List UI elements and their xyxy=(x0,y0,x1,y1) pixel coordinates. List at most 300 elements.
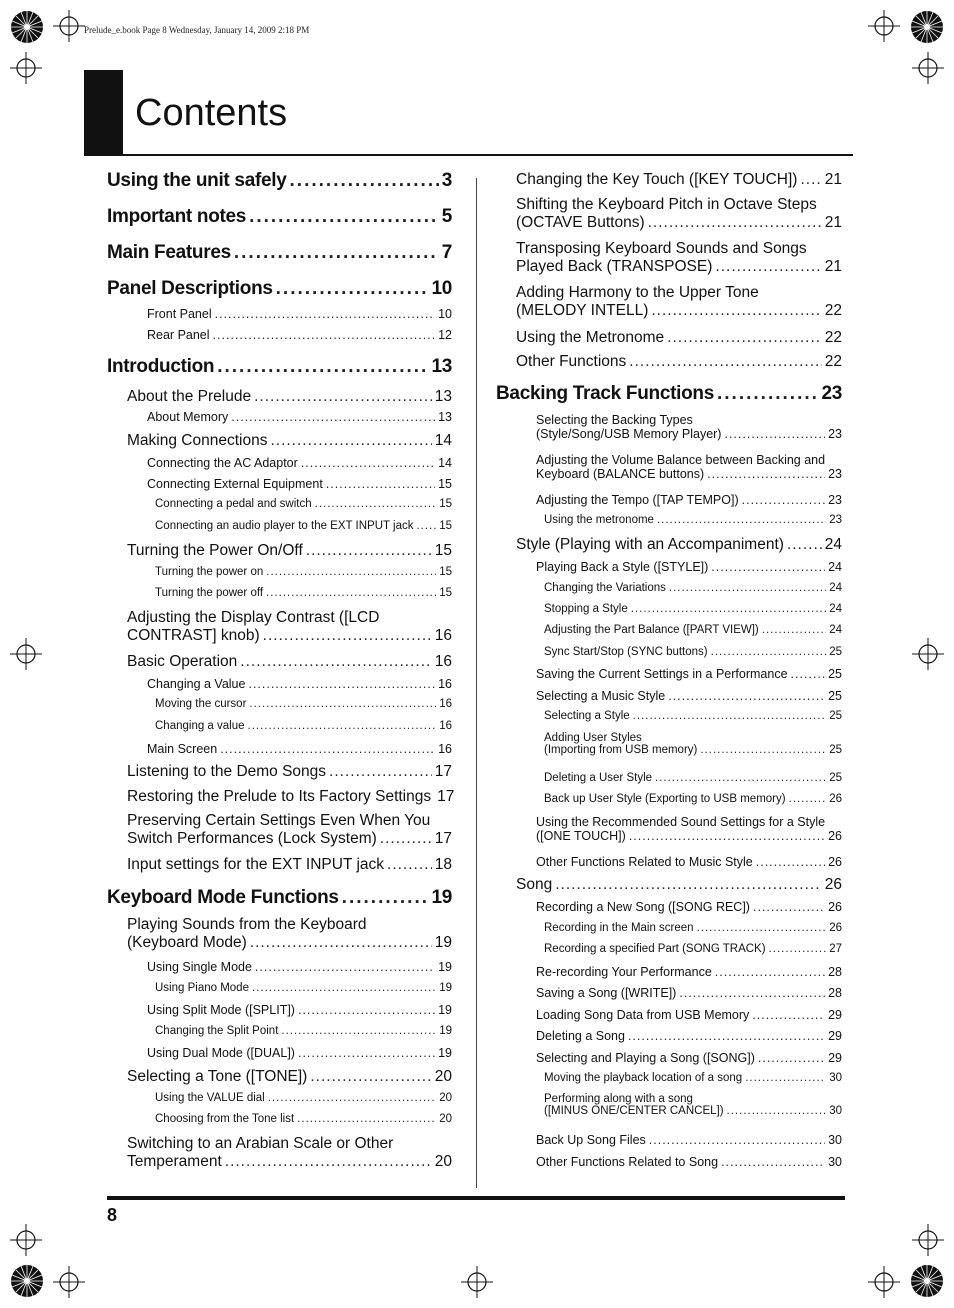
toc-page-number: 17 xyxy=(437,788,455,805)
toc-entry-title-cont: (Importing from USB memory) xyxy=(544,744,698,756)
registration-mark-icon xyxy=(912,638,944,670)
toc-page-number: 28 xyxy=(828,986,842,1000)
toc-entry xyxy=(536,1133,842,1147)
toc-leader-dots xyxy=(298,1046,435,1060)
toc-page-number: 25 xyxy=(829,744,842,756)
toc-entry-title: Main Screen xyxy=(147,742,218,756)
toc-page-number: 25 xyxy=(828,689,842,703)
toc-entry-title: Using Single Mode xyxy=(147,960,252,974)
toc-entry xyxy=(536,900,842,914)
toc-entry-title: Saving a Song ([WRITE]) xyxy=(536,986,677,1000)
toc-entry-title: Selecting a Music Style xyxy=(536,689,666,703)
toc-page-number: 22 xyxy=(824,302,842,319)
toc-entry xyxy=(536,453,842,481)
toc-entry xyxy=(544,582,842,594)
toc-entry xyxy=(155,520,452,532)
toc-leader-dots xyxy=(787,536,822,554)
toc-leader-dots xyxy=(213,328,436,342)
toc-leader-dots xyxy=(225,1153,432,1171)
toc-page-number: 26 xyxy=(829,922,842,934)
toc-leader-dots xyxy=(270,432,431,450)
toc-leader-dots xyxy=(220,742,435,756)
toc-entry-title: Sync Start/Stop (SYNC buttons) xyxy=(544,646,708,658)
toc-entry-title: Adjusting the Part Balance ([PART VIEW]) xyxy=(544,624,759,636)
toc-entry-title: Using the Recommended Sound Settings for a Style xyxy=(536,815,826,829)
toc-leader-dots xyxy=(290,170,439,192)
toc-entry-title: Changing the Split Point xyxy=(155,1025,279,1037)
toc-page-number: 3 xyxy=(441,170,452,191)
toc-leader-dots xyxy=(310,1068,431,1086)
toc-entry xyxy=(516,240,842,276)
toc-leader-dots xyxy=(628,1029,825,1043)
toc-entry-title: Selecting a Tone ([TONE]) xyxy=(127,1068,308,1085)
toc-leader-dots xyxy=(753,900,825,914)
toc-leader-dots xyxy=(629,353,821,371)
toc-entry-title: Main Features xyxy=(107,242,231,263)
toc-entry-title: Rear Panel xyxy=(147,328,210,342)
toc-entry xyxy=(155,1092,452,1104)
toc-entry xyxy=(544,772,842,784)
toc-page-number: 25 xyxy=(828,667,842,681)
toc-leader-dots xyxy=(648,214,822,232)
toc-page-number: 21 xyxy=(824,214,842,231)
toc-entry-title: Shifting the Keyboard Pitch in Octave Steps xyxy=(516,196,817,213)
toc-entry-title: Restoring the Prelude to Its Factory Settings xyxy=(127,788,432,805)
toc-leader-dots xyxy=(724,427,825,441)
toc-entry xyxy=(127,812,452,848)
sunburst-target-icon xyxy=(10,1264,44,1298)
page-number: 8 xyxy=(107,1205,118,1225)
toc-entry xyxy=(155,587,452,599)
toc-page-number: 13 xyxy=(434,388,452,405)
file-header-meta: Prelude_e.book Page 8 Wednesday, January 14, 2009 2:18 PM xyxy=(84,25,310,35)
toc-entry xyxy=(127,432,452,450)
toc-entry xyxy=(536,1008,842,1022)
toc-entry-title: Connecting the AC Adaptor xyxy=(147,456,298,470)
toc-page-number: 7 xyxy=(441,242,452,263)
toc-entry xyxy=(147,456,452,470)
toc-page-number: 19 xyxy=(439,1025,452,1037)
toc-page-number: 12 xyxy=(438,328,452,342)
toc-leader-dots xyxy=(769,943,827,955)
toc-page-number: 22 xyxy=(824,353,842,370)
toc-leader-dots xyxy=(657,514,826,526)
toc-entry xyxy=(127,388,452,406)
toc-entry xyxy=(536,986,842,1000)
toc-page-number: 5 xyxy=(441,206,452,227)
toc-page-number: 20 xyxy=(439,1113,452,1125)
toc-entry-title: Changing the Key Touch ([KEY TOUCH]) xyxy=(516,171,798,188)
toc-page-number: 14 xyxy=(438,456,452,470)
toc-page-number: 25 xyxy=(829,646,842,658)
toc-entry xyxy=(107,887,452,909)
toc-entry-title: Changing a Value xyxy=(147,677,246,691)
toc-leader-dots xyxy=(306,542,432,560)
toc-entry xyxy=(107,170,452,192)
toc-entry-title-cont: (Keyboard Mode) xyxy=(127,934,247,951)
toc-entry xyxy=(536,689,842,703)
toc-entry-title: Stopping a Style xyxy=(544,603,628,615)
toc-leader-dots xyxy=(234,242,439,264)
toc-entry xyxy=(127,763,452,781)
toc-page-number: 16 xyxy=(439,698,452,710)
toc-entry-title: Using Piano Mode xyxy=(155,982,249,994)
toc-entry-title: Backing Track Functions xyxy=(496,383,714,404)
toc-entry-title: Other Functions Related to Song xyxy=(536,1155,719,1169)
toc-leader-dots xyxy=(248,677,435,691)
toc-entry xyxy=(536,1155,842,1169)
toc-entry-title: Connecting External Equipment xyxy=(147,477,323,491)
toc-entry xyxy=(516,329,842,347)
toc-entry xyxy=(536,1051,842,1065)
toc-entry-title: Changing the Variations xyxy=(544,582,666,594)
toc-entry-title: About the Prelude xyxy=(127,388,252,405)
registration-mark-icon xyxy=(868,1266,900,1298)
page-title: Contents xyxy=(135,92,288,134)
toc-entry-title: Listening to the Demo Songs xyxy=(127,763,327,780)
toc-entry-title-cont: (OCTAVE Buttons) xyxy=(516,214,645,231)
toc-entry-title: Using the unit safely xyxy=(107,170,287,191)
toc-leader-dots xyxy=(315,498,437,510)
registration-mark-icon xyxy=(10,1224,42,1256)
toc-leader-dots xyxy=(756,855,825,869)
toc-page-number: 19 xyxy=(438,1003,452,1017)
toc-page-number: 24 xyxy=(829,624,842,636)
toc-entry-title: Using Dual Mode ([DUAL]) xyxy=(147,1046,295,1060)
toc-leader-dots xyxy=(217,356,428,378)
toc-page-number: 16 xyxy=(439,720,452,732)
toc-page-number: 17 xyxy=(434,763,452,780)
toc-entry-title: Adding User Styles xyxy=(544,732,642,744)
toc-leader-dots xyxy=(252,982,436,994)
toc-page-number: 25 xyxy=(829,710,842,722)
registration-mark-icon xyxy=(868,10,900,42)
toc-page-number: 17 xyxy=(434,830,452,847)
toc-entry-title: Playing Sounds from the Keyboard xyxy=(127,916,367,933)
toc-page-number: 20 xyxy=(434,1068,452,1085)
toc-entry xyxy=(516,284,842,320)
toc-leader-dots xyxy=(679,986,825,1000)
toc-entry xyxy=(544,603,842,615)
toc-entry xyxy=(127,653,452,671)
toc-entry xyxy=(155,498,452,510)
toc-entry-title: Making Connections xyxy=(127,432,268,449)
toc-entry-title: Recording a New Song ([SONG REC]) xyxy=(536,900,750,914)
toc-entry-title-cont: ([ONE TOUCH]) xyxy=(536,829,626,843)
toc-page-number: 27 xyxy=(829,943,842,955)
toc-entry-title: Moving the playback location of a song xyxy=(544,1072,743,1084)
toc-entry-title: Important notes xyxy=(107,206,247,227)
toc-entry xyxy=(127,1135,452,1171)
toc-entry xyxy=(536,667,842,681)
toc-entry-title: Turning the Power On/Off xyxy=(127,542,303,559)
registration-mark-icon xyxy=(10,638,42,670)
toc-entry-title: Introduction xyxy=(107,356,215,377)
toc-leader-dots xyxy=(655,772,826,784)
toc-page-number: 30 xyxy=(829,1105,842,1117)
toc-entry-title: Deleting a Song xyxy=(536,1029,625,1043)
toc-entry xyxy=(155,1113,452,1125)
toc-page-number: 21 xyxy=(824,171,842,188)
toc-page-number: 15 xyxy=(439,587,452,599)
toc-entry-title: Adjusting the Display Contrast ([LCD xyxy=(127,609,380,626)
toc-entry-title: Back Up Song Files xyxy=(536,1133,646,1147)
toc-page-number: 25 xyxy=(829,772,842,784)
toc-leader-dots xyxy=(248,720,437,732)
toc-leader-dots xyxy=(721,1155,825,1169)
toc-page-number: 26 xyxy=(829,793,842,805)
toc-page-number: 18 xyxy=(434,856,452,873)
registration-mark-icon xyxy=(53,10,85,42)
toc-entry-title: Recording in the Main screen xyxy=(544,922,694,934)
toc-entry xyxy=(127,788,455,806)
toc-entry-title: Re-recording Your Performance xyxy=(536,965,712,979)
toc-entry xyxy=(155,566,452,578)
toc-page-number: 16 xyxy=(434,627,452,644)
toc-leader-dots xyxy=(387,856,432,874)
toc-page-number: 24 xyxy=(824,536,842,553)
toc-leader-dots xyxy=(263,627,432,645)
toc-entry-title: Using the Metronome xyxy=(516,329,665,346)
toc-entry xyxy=(496,383,842,405)
toc-entry-title: Input settings for the EXT INPUT jack xyxy=(127,856,385,873)
toc-entry xyxy=(544,922,842,934)
toc-entry-title-cont: Keyboard (BALANCE buttons) xyxy=(536,467,705,481)
toc-leader-dots xyxy=(266,566,436,578)
toc-leader-dots xyxy=(715,258,821,276)
toc-leader-dots xyxy=(752,1008,825,1022)
toc-entry xyxy=(155,720,452,732)
toc-leader-dots xyxy=(255,960,435,974)
toc-page-number: 24 xyxy=(829,603,842,615)
toc-entry xyxy=(516,536,842,554)
toc-page-number: 29 xyxy=(828,1008,842,1022)
toc-entry xyxy=(147,307,452,321)
toc-entry-title: Moving the cursor xyxy=(155,698,247,710)
toc-leader-dots xyxy=(697,922,827,934)
toc-entry-title: Connecting a pedal and switch xyxy=(155,498,312,510)
toc-page-number: 14 xyxy=(434,432,452,449)
toc-entry-title: Style (Playing with an Accompaniment) xyxy=(516,536,784,553)
toc-entry xyxy=(155,1025,452,1037)
toc-page-number: 19 xyxy=(434,934,452,951)
toc-leader-dots xyxy=(742,493,825,507)
toc-leader-dots xyxy=(297,1113,436,1125)
toc-page-number: 24 xyxy=(828,560,842,574)
toc-leader-dots xyxy=(651,302,821,320)
toc-leader-dots xyxy=(250,934,432,952)
toc-entry xyxy=(516,196,842,232)
toc-entry-title: Using the metronome xyxy=(544,514,654,526)
toc-entry-title: Turning the power on xyxy=(155,566,264,578)
toc-entry xyxy=(127,916,452,952)
toc-entry xyxy=(536,413,842,441)
toc-entry-title-cont: (Style/Song/USB Memory Player) xyxy=(536,427,722,441)
toc-entry xyxy=(147,677,452,691)
toc-entry-title-cont: Temperament xyxy=(127,1153,222,1170)
toc-entry xyxy=(516,171,842,189)
toc-page-number: 29 xyxy=(828,1029,842,1043)
toc-leader-dots xyxy=(700,744,826,756)
toc-entry-title: Playing Back a Style ([STYLE]) xyxy=(536,560,709,574)
toc-entry-title: Adjusting the Volume Balance between Backing and xyxy=(536,453,826,467)
toc-entry-title: Other Functions Related to Music Style xyxy=(536,855,753,869)
toc-leader-dots xyxy=(711,560,825,574)
toc-page-number: 15 xyxy=(439,520,452,532)
toc-entry xyxy=(147,742,452,756)
toc-entry-title: Song xyxy=(516,876,553,893)
toc-leader-dots xyxy=(342,887,429,909)
toc-entry-title: Preserving Certain Settings Even When You xyxy=(127,812,431,829)
toc-page-number: 26 xyxy=(828,900,842,914)
toc-entry xyxy=(127,1068,452,1086)
toc-entry xyxy=(155,982,452,994)
toc-entry-title: Deleting a User Style xyxy=(544,772,653,784)
toc-entry-title-cont: Played Back (TRANSPOSE) xyxy=(516,258,713,275)
toc-entry xyxy=(536,965,842,979)
toc-leader-dots xyxy=(633,710,827,722)
toc-entry-title: Changing a value xyxy=(155,720,245,732)
toc-leader-dots xyxy=(254,388,432,406)
toc-entry-title: Other Functions xyxy=(516,353,627,370)
toc-leader-dots xyxy=(281,1025,436,1037)
toc-leader-dots xyxy=(789,793,827,805)
toc-entry xyxy=(147,477,452,491)
toc-leader-dots xyxy=(791,667,826,681)
toc-page-number: 30 xyxy=(829,1072,842,1084)
toc-page-number: 23 xyxy=(829,514,842,526)
toc-entry xyxy=(544,943,842,955)
toc-leader-dots xyxy=(380,830,432,848)
toc-page-number: 23 xyxy=(828,427,842,441)
toc-entry-title: Adjusting the Tempo ([TAP TEMPO]) xyxy=(536,493,739,507)
registration-mark-icon xyxy=(53,1266,85,1298)
toc-leader-dots xyxy=(555,876,822,894)
toc-page-number: 30 xyxy=(828,1155,842,1169)
toc-page-number: 19 xyxy=(439,982,452,994)
toc-entry xyxy=(536,1029,842,1043)
toc-page-number: 16 xyxy=(434,653,452,670)
toc-leader-dots xyxy=(717,383,818,405)
toc-entry xyxy=(536,815,842,843)
registration-mark-icon xyxy=(912,52,944,84)
toc-page-number: 23 xyxy=(821,383,842,404)
toc-leader-dots xyxy=(800,171,821,189)
toc-entry xyxy=(107,356,452,378)
toc-entry xyxy=(107,278,452,300)
toc-leader-dots xyxy=(326,477,435,491)
toc-page-number: 20 xyxy=(439,1092,452,1104)
sunburst-target-icon xyxy=(910,1264,944,1298)
toc-entry xyxy=(544,710,842,722)
toc-entry-title: Performing along with a song xyxy=(544,1093,693,1105)
toc-leader-dots xyxy=(667,329,822,347)
toc-entry-title-cont: CONTRAST] knob) xyxy=(127,627,260,644)
toc-leader-dots xyxy=(727,1105,827,1117)
toc-entry-title: Saving the Current Settings in a Performance xyxy=(536,667,788,681)
toc-page-number: 10 xyxy=(438,307,452,321)
toc-page-number: 15 xyxy=(434,542,452,559)
toc-entry xyxy=(147,960,452,974)
toc-page-number: 28 xyxy=(828,965,842,979)
toc-entry xyxy=(544,1093,842,1117)
registration-mark-icon xyxy=(10,52,42,84)
registration-mark-icon xyxy=(461,1266,493,1298)
toc-entry-title: About Memory xyxy=(147,410,229,424)
registration-mark-icon xyxy=(912,1224,944,1256)
toc-entry-title: Recording a specified Part (SONG TRACK) xyxy=(544,943,766,955)
toc-entry-title: Using the VALUE dial xyxy=(155,1092,265,1104)
toc-entry-title: Basic Operation xyxy=(127,653,238,670)
toc-page-number: 15 xyxy=(439,498,452,510)
toc-entry xyxy=(544,1072,842,1084)
toc-entry-title: Panel Descriptions xyxy=(107,278,273,299)
toc-entry xyxy=(147,1046,452,1060)
toc-entry-title: Selecting the Backing Types xyxy=(536,413,693,427)
toc-leader-dots xyxy=(298,1003,435,1017)
toc-page-number: 16 xyxy=(438,742,452,756)
toc-leader-dots xyxy=(215,307,435,321)
toc-leader-dots xyxy=(669,582,826,594)
toc-leader-dots xyxy=(249,206,439,228)
toc-entry-title: Connecting an audio player to the EXT INPUT jack xyxy=(155,520,414,532)
sunburst-target-icon xyxy=(910,10,944,44)
toc-entry xyxy=(107,206,452,228)
toc-leader-dots xyxy=(416,520,436,532)
toc-entry xyxy=(544,514,842,526)
toc-entry-title: Switching to an Arabian Scale or Other xyxy=(127,1135,394,1152)
toc-entry xyxy=(155,698,452,710)
toc-entry-title: Selecting and Playing a Song ([SONG]) xyxy=(536,1051,755,1065)
toc-entry xyxy=(147,328,452,342)
toc-leader-dots xyxy=(715,965,825,979)
toc-entry xyxy=(127,856,452,874)
toc-leader-dots xyxy=(329,763,432,781)
toc-entry xyxy=(544,793,842,805)
toc-entry xyxy=(536,560,842,574)
toc-page-number: 15 xyxy=(439,566,452,578)
toc-entry-title: Adding Harmony to the Upper Tone xyxy=(516,284,759,301)
toc-leader-dots xyxy=(268,1092,436,1104)
toc-leader-dots xyxy=(276,278,429,300)
toc-entry-title-cont: (MELODY INTELL) xyxy=(516,302,649,319)
toc-page-number: 26 xyxy=(828,829,842,843)
toc-page-number: 21 xyxy=(824,258,842,275)
toc-page-number: 23 xyxy=(828,493,842,507)
toc-entry-title-cont: Switch Performances (Lock System) xyxy=(127,830,377,847)
toc-entry-title: Back up User Style (Exporting to USB memory) xyxy=(544,793,786,805)
toc-entry xyxy=(544,732,842,756)
toc-entry xyxy=(127,542,452,560)
toc-entry-title: Front Panel xyxy=(147,307,212,321)
toc-entry-title: Choosing from the Tone list xyxy=(155,1113,295,1125)
toc-page-number: 10 xyxy=(431,278,452,299)
toc-entry-title-cont: ([MINUS ONE/CENTER CANCEL]) xyxy=(544,1105,724,1117)
toc-page-number: 15 xyxy=(438,477,452,491)
toc-leader-dots xyxy=(240,653,431,671)
toc-leader-dots xyxy=(745,1072,826,1084)
toc-page-number: 20 xyxy=(434,1153,452,1170)
toc-page-number: 24 xyxy=(829,582,842,594)
toc-entry xyxy=(516,876,842,894)
toc-leader-dots xyxy=(758,1051,825,1065)
toc-page-number: 23 xyxy=(828,467,842,481)
sunburst-target-icon xyxy=(10,10,44,44)
toc-entry-title: Keyboard Mode Functions xyxy=(107,887,339,908)
toc-leader-dots xyxy=(762,624,826,636)
toc-leader-dots xyxy=(668,689,825,703)
toc-leader-dots xyxy=(629,829,825,843)
